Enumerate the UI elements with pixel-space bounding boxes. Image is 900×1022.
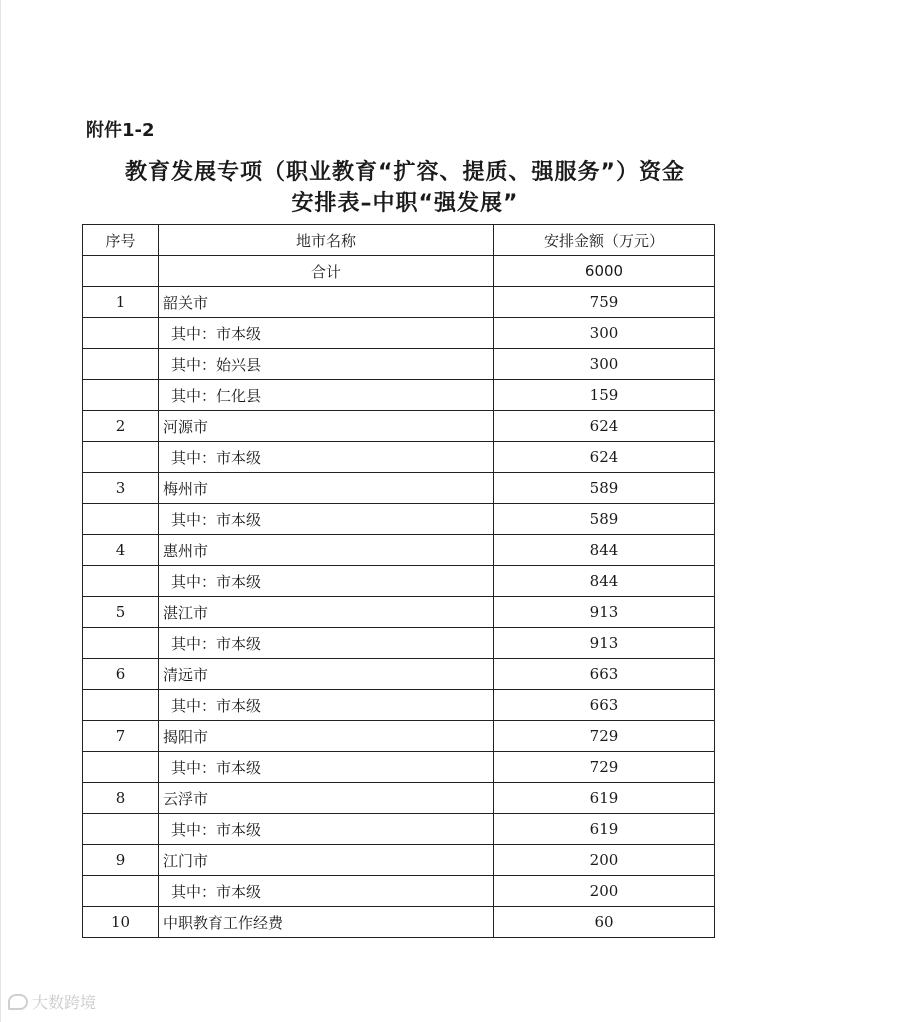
row-city-name: 其中：市本级 bbox=[159, 442, 494, 473]
row-amount: 624 bbox=[494, 442, 715, 473]
row-amount: 844 bbox=[494, 535, 715, 566]
row-amount: 663 bbox=[494, 659, 715, 690]
row-city-name: 江门市 bbox=[159, 845, 494, 876]
row-city-name: 其中：市本级 bbox=[159, 566, 494, 597]
row-city-name: 河源市 bbox=[159, 411, 494, 442]
row-seq: 8 bbox=[83, 783, 159, 814]
row-amount: 589 bbox=[494, 504, 715, 535]
allocation-table bbox=[82, 224, 715, 938]
row-city-name: 其中：市本级 bbox=[159, 318, 494, 349]
row-city-name: 其中：始兴县 bbox=[159, 349, 494, 380]
table-row bbox=[83, 690, 715, 721]
row-amount: 729 bbox=[494, 721, 715, 752]
row-seq bbox=[83, 349, 159, 380]
row-city-name: 其中：市本级 bbox=[159, 504, 494, 535]
document-title-line2: 安排表–中职“强发展” bbox=[291, 191, 519, 216]
row-amount: 913 bbox=[494, 628, 715, 659]
table-row bbox=[83, 287, 715, 318]
row-seq: 1 bbox=[83, 287, 159, 318]
row-seq bbox=[83, 814, 159, 845]
table-row bbox=[83, 442, 715, 473]
watermark bbox=[8, 990, 96, 1013]
row-amount: 663 bbox=[494, 690, 715, 721]
table-row bbox=[83, 814, 715, 845]
row-amount: 159 bbox=[494, 380, 715, 411]
row-city-name: 其中：仁化县 bbox=[159, 380, 494, 411]
logo-icon bbox=[8, 994, 28, 1010]
row-city-name: 云浮市 bbox=[159, 783, 494, 814]
document-title-line1: 教育发展专项（职业教育“扩容、提质、强服务”）资金 bbox=[125, 160, 685, 185]
table-row bbox=[83, 721, 715, 752]
row-amount: 624 bbox=[494, 411, 715, 442]
row-city-name: 其中：市本级 bbox=[159, 752, 494, 783]
table-row bbox=[83, 628, 715, 659]
table-row bbox=[83, 380, 715, 411]
row-city-name: 梅州市 bbox=[159, 473, 494, 504]
total-amount: 6000 bbox=[494, 256, 715, 287]
row-seq bbox=[83, 690, 159, 721]
table-row bbox=[83, 845, 715, 876]
row-amount: 759 bbox=[494, 287, 715, 318]
table-header-row bbox=[83, 225, 715, 256]
table-row bbox=[83, 349, 715, 380]
table-row bbox=[83, 535, 715, 566]
row-amount: 200 bbox=[494, 845, 715, 876]
row-seq bbox=[83, 752, 159, 783]
row-amount: 619 bbox=[494, 814, 715, 845]
row-city-name: 惠州市 bbox=[159, 535, 494, 566]
header-seq: 序号 bbox=[83, 225, 159, 256]
attachment-label: 附件1-2 bbox=[86, 120, 155, 141]
header-city: 地市名称 bbox=[159, 225, 494, 256]
row-city-name: 韶关市 bbox=[159, 287, 494, 318]
row-amount: 300 bbox=[494, 349, 715, 380]
table-row bbox=[83, 473, 715, 504]
row-city-name: 湛江市 bbox=[159, 597, 494, 628]
table-row bbox=[83, 411, 715, 442]
page-edge bbox=[0, 0, 1, 1022]
row-amount: 589 bbox=[494, 473, 715, 504]
row-seq: 9 bbox=[83, 845, 159, 876]
row-seq: 7 bbox=[83, 721, 159, 752]
row-seq bbox=[83, 566, 159, 597]
row-seq bbox=[83, 380, 159, 411]
table-row bbox=[83, 504, 715, 535]
table-row bbox=[83, 876, 715, 907]
total-label: 合计 bbox=[159, 256, 494, 287]
table-row bbox=[83, 318, 715, 349]
row-seq: 6 bbox=[83, 659, 159, 690]
header-amount: 安排金额（万元） bbox=[494, 225, 715, 256]
row-amount: 913 bbox=[494, 597, 715, 628]
row-city-name: 其中：市本级 bbox=[159, 876, 494, 907]
row-city-name: 中职教育工作经费 bbox=[159, 907, 494, 938]
row-city-name: 清远市 bbox=[159, 659, 494, 690]
row-amount: 729 bbox=[494, 752, 715, 783]
row-seq bbox=[83, 876, 159, 907]
row-seq bbox=[83, 504, 159, 535]
table-row bbox=[83, 597, 715, 628]
row-seq: 5 bbox=[83, 597, 159, 628]
row-seq: 10 bbox=[83, 907, 159, 938]
row-amount: 300 bbox=[494, 318, 715, 349]
total-seq-cell bbox=[83, 256, 159, 287]
row-seq: 2 bbox=[83, 411, 159, 442]
row-amount: 60 bbox=[494, 907, 715, 938]
row-seq bbox=[83, 628, 159, 659]
total-row bbox=[83, 256, 715, 287]
row-city-name: 其中：市本级 bbox=[159, 690, 494, 721]
row-seq: 4 bbox=[83, 535, 159, 566]
row-city-name: 其中：市本级 bbox=[159, 628, 494, 659]
row-amount: 844 bbox=[494, 566, 715, 597]
row-seq bbox=[83, 318, 159, 349]
row-seq: 3 bbox=[83, 473, 159, 504]
row-seq bbox=[83, 442, 159, 473]
row-city-name: 其中：市本级 bbox=[159, 814, 494, 845]
row-amount: 619 bbox=[494, 783, 715, 814]
table-row bbox=[83, 566, 715, 597]
table-row bbox=[83, 752, 715, 783]
row-city-name: 揭阳市 bbox=[159, 721, 494, 752]
table-row bbox=[83, 659, 715, 690]
watermark-text: 大数跨境 bbox=[32, 993, 97, 1012]
table-row bbox=[83, 783, 715, 814]
row-amount: 200 bbox=[494, 876, 715, 907]
table-row bbox=[83, 907, 715, 938]
